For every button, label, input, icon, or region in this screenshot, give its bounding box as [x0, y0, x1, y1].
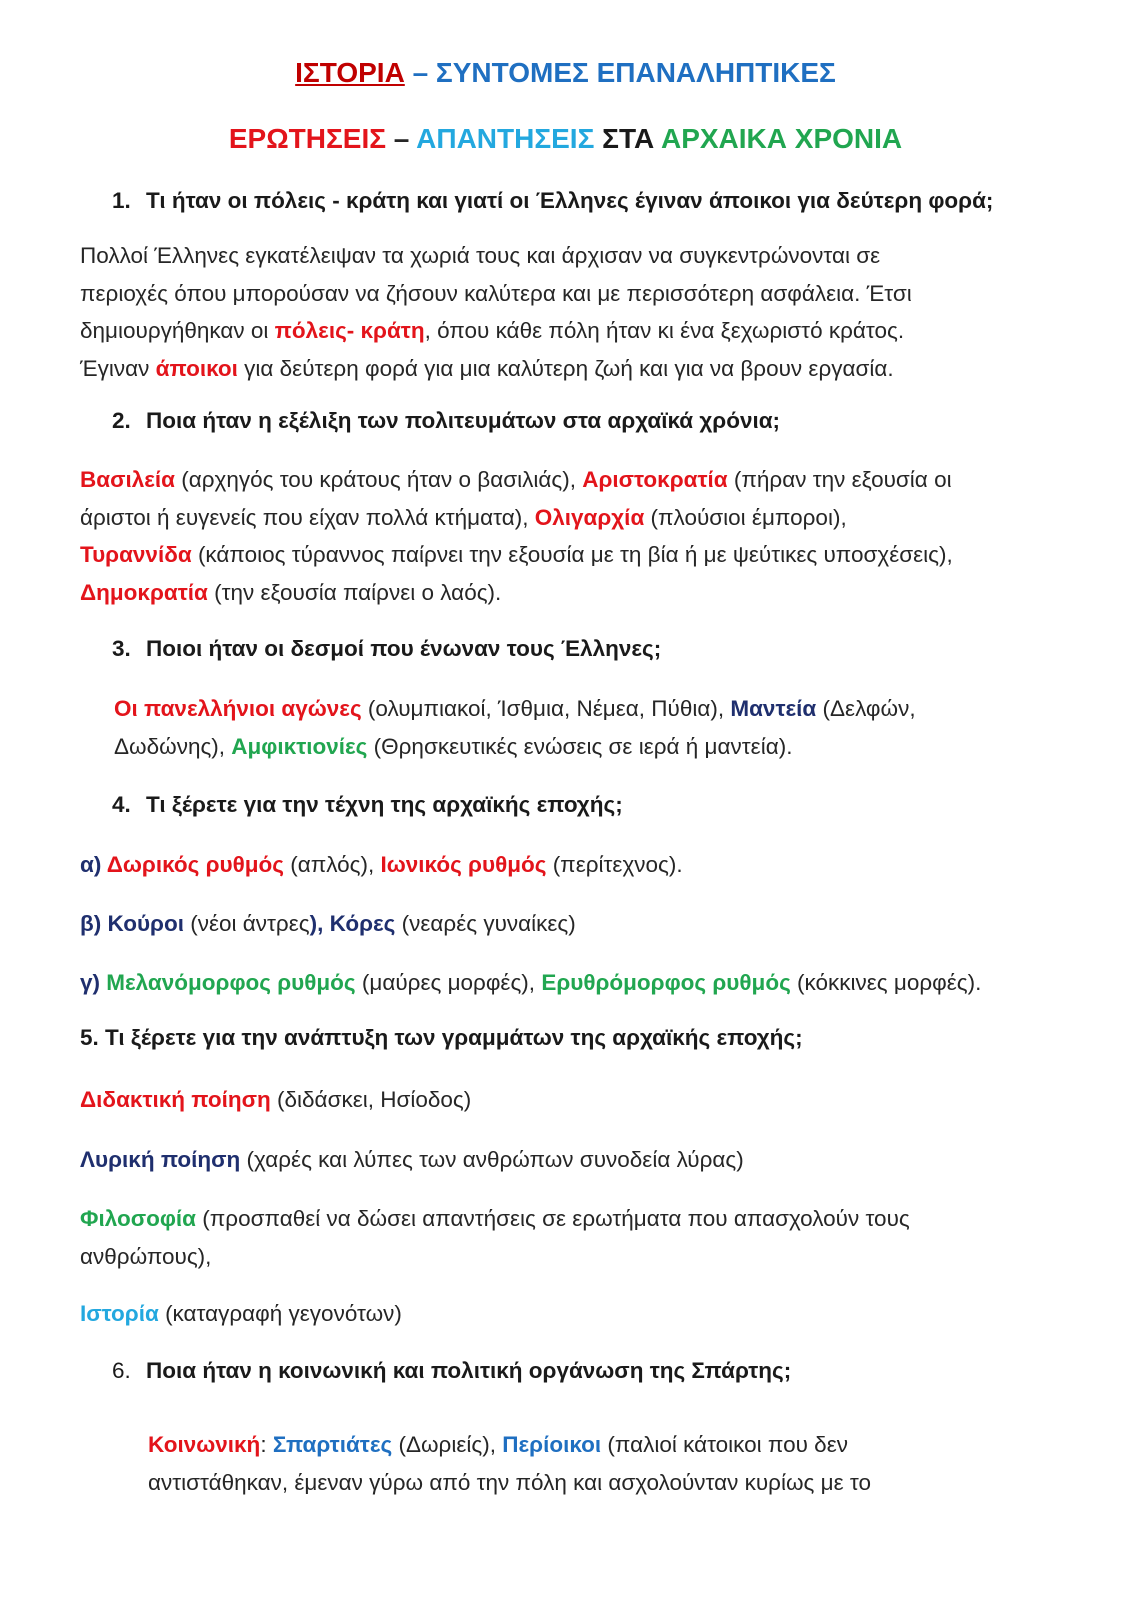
- term-tyranny: Τυραννίδα: [80, 542, 192, 567]
- answer-1: Πολλοί Έλληνες εγκατέλειψαν τα χωριά τους και άρχισαν να συγκεντρώνονται σε περιοχές όπου μπορούσαν να ζήσουν καλύτερα και με περισσότερη ασφάλεια. Έτσι δημιουργήθηκαν οι πόλεις- κράτη, όπου κάθε πόλη ήταν κι ένα ξεχωριστό κράτος. Έγιναν άποικοι για δεύτερη φορά για μια καλύτερη ζωή και για να βρουν εργασία.: [80, 243, 912, 381]
- title-questions: ΕΡΩΤΗΣΕΙΣ: [228, 123, 387, 154]
- answer-5-lyric: Λυρική ποίηση (χαρές και λύπες των ανθρώπων συνοδεία λύρας): [80, 1147, 744, 1172]
- answer-4a: α) Δωρικός ρυθμός (απλός), Ιωνικός ρυθμός (περίτεχνος).: [80, 852, 683, 877]
- term-aristocracy: Αριστοκρατία: [582, 467, 728, 492]
- term-black-figure: Μελανόμορφος ρυθμός: [106, 970, 356, 995]
- term-history: Ιστορία: [80, 1301, 159, 1326]
- answer-4b: β) Κούροι (νέοι άντρες), Κόρες (νεαρές γυναίκες): [80, 911, 576, 936]
- document-title-line-2: ΕΡΩΤΗΣΕΙΣ – ΑΠΑΝΤΗΣΕΙΣ ΣΤΑ ΑΡΧΑΙΚΑ ΧΡΟΝΙΑ: [228, 123, 903, 154]
- term-korai: ), Κόρες: [309, 911, 396, 936]
- term-city-states: πόλεις- κράτη: [274, 318, 425, 343]
- answer-5-history: Ιστορία (καταγραφή γεγονότων): [80, 1301, 402, 1326]
- answer-5-philosophy: Φιλοσοφία (προσπαθεί να δώσει απαντήσεις σε ερωτήματα που απασχολούν τους ανθρώπους),: [80, 1206, 910, 1269]
- question-4: 4. Τι ξέρετε για την τέχνη της αρχαϊκής εποχής;: [112, 792, 623, 817]
- term-ionic-order: Ιωνικός ρυθμός: [380, 852, 547, 877]
- title-answers: ΑΠΑΝΤΗΣΕΙΣ: [416, 123, 595, 154]
- term-colonists: άποικοι: [155, 355, 238, 381]
- title-archaic-years: ΑΡΧΑΙΚΑ ΧΡΟΝΙΑ: [660, 123, 903, 154]
- term-lyric-poetry: Λυρική ποίηση: [80, 1147, 241, 1172]
- term-oracles: Μαντεία: [730, 696, 817, 721]
- question-6: 6. Ποια ήταν η κοινωνική και πολιτική οργάνωση της Σπάρτης;: [112, 1358, 792, 1383]
- term-doric-order: Δωρικός ρυθμός: [106, 852, 284, 877]
- answer-5-didactic: Διδακτική ποίηση (διδάσκει, Ησίοδος): [80, 1087, 472, 1112]
- answer-2: Βασιλεία (αρχηγός του κράτους ήταν ο βασιλιάς), Αριστοκρατία (πήραν την εξουσία οι άριστοι ή ευγενείς που είχαν πολλά κτήματα), Ολιγαρχία (πλούσιοι έμποροι), Τυραννίδα (κάποιος τύραννος παίρνει την εξουσία με τη βία ή με ψεύτικες υποσχέσεις), Δημοκρατία (την εξουσία παίρνει ο λαός).: [80, 467, 953, 605]
- term-philosophy: Φιλοσοφία: [80, 1206, 197, 1231]
- question-1: 1. Τι ήταν οι πόλεις - κράτη και γιατί οι Έλληνες έγιναν άποικοι για δεύτερη φορά;: [112, 188, 994, 213]
- answer-6: Κοινωνική: Σπαρτιάτες (Δωριείς), Περίοικοι (παλιοί κάτοικοι που δεν αντιστάθηκαν, έμεναν γύρω από την πόλη και ασχολούνταν κυρίως με το: [148, 1432, 871, 1495]
- term-kouroi: Κούροι: [107, 911, 184, 936]
- term-monarchy: Βασιλεία: [80, 467, 175, 492]
- title-short-review: – ΣΥΝΤΟΜΕΣ ΕΠΑΝΑΛΗΠΤΙΚΕΣ: [404, 57, 836, 88]
- document-title-line-1: [0, 56, 1131, 90]
- term-democracy: Δημοκρατία: [80, 579, 208, 605]
- term-red-figure: Ερυθρόμορφος ρυθμός: [541, 970, 791, 995]
- term-panhellenic-games: Οι πανελλήνιοι αγώνες: [114, 696, 362, 721]
- term-amphictyonies: Αμφικτιονίες: [231, 733, 368, 759]
- question-3: 3. Ποιοι ήταν οι δεσμοί που ένωναν τους Έλληνες;: [112, 636, 662, 661]
- answer-3: Οι πανελλήνιοι αγώνες (ολυμπιακοί, Ίσθμια, Νέμεα, Πύθια), Μαντεία (Δελφών, Δωδώνης), Αμφικτιονίες (Θρησκευτικές ενώσεις σε ιερά ή μαντεία).: [114, 696, 916, 759]
- answer-4c: γ) Μελανόμορφος ρυθμός (μαύρες μορφές), Ερυθρόμορφος ρυθμός (κόκκινες μορφές).: [80, 970, 982, 995]
- term-spartiates: Σπαρτιάτες: [272, 1432, 393, 1457]
- title-subject: ΙΣΤΟΡΙΑ: [295, 57, 405, 88]
- question-5: 5. Τι ξέρετε για την ανάπτυξη των γραμμάτων της αρχαϊκής εποχής;: [80, 1025, 803, 1050]
- term-didactic-poetry: Διδακτική ποίηση: [80, 1087, 271, 1112]
- term-perioikoi: Περίοικοι: [502, 1432, 602, 1457]
- question-2: 2. Ποια ήταν η εξέλιξη των πολιτευμάτων στα αρχαϊκά χρόνια;: [112, 408, 781, 433]
- term-oligarchy: Ολιγαρχία: [534, 504, 645, 530]
- term-social: Κοινωνική: [148, 1432, 261, 1457]
